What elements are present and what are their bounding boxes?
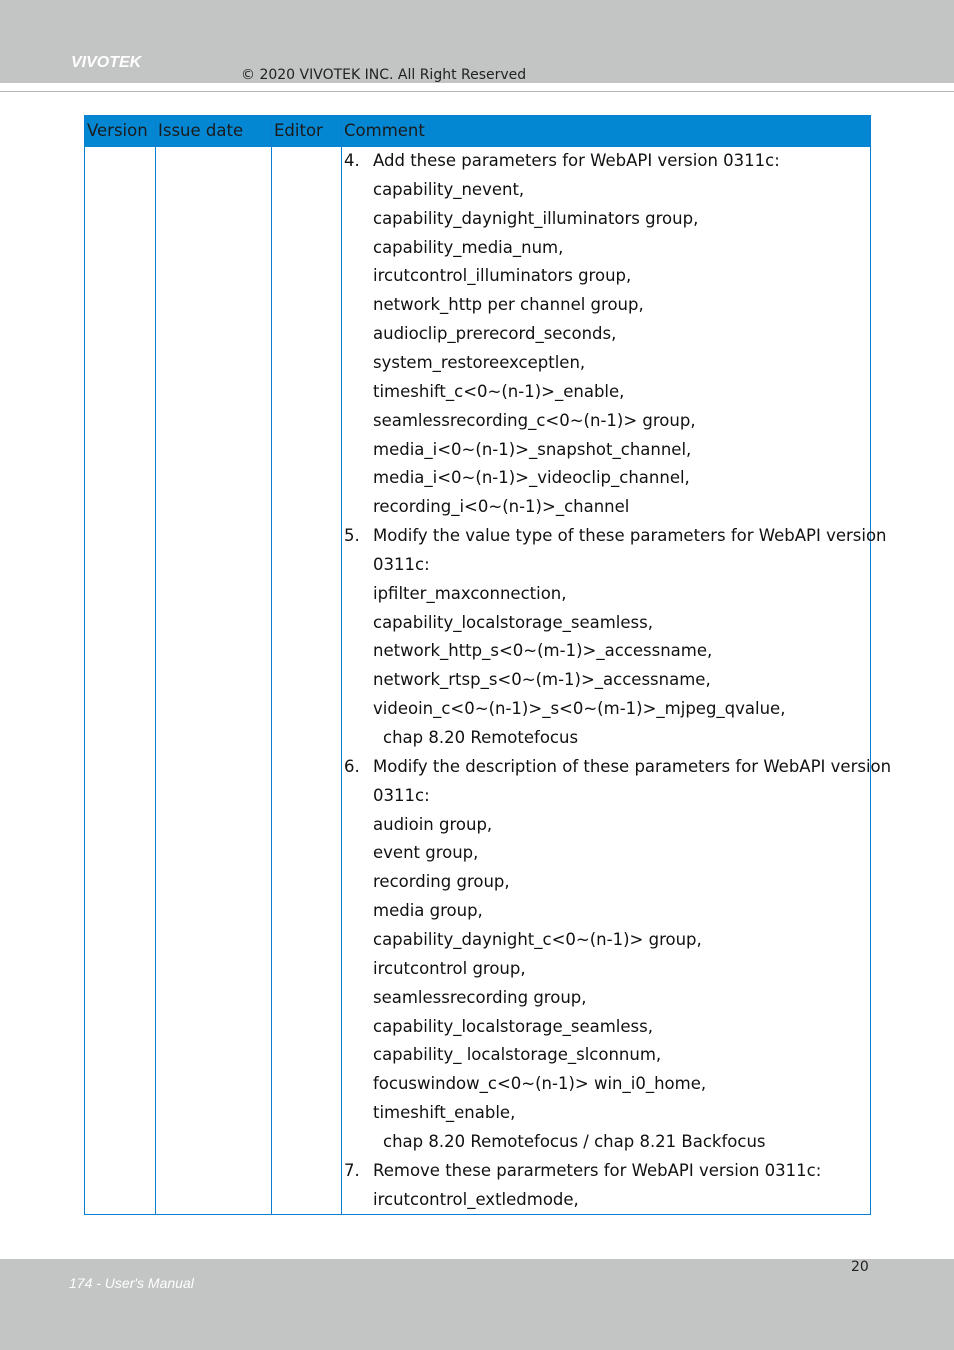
list-item-line: chap 8.20 Remotefocus / chap 8.21 Backfocus (383, 1131, 766, 1151)
list-item-number: 5. (344, 526, 360, 546)
list-item-line: capability_ localstorage_slconnum, (373, 1045, 662, 1065)
list-item-line: recording_i<0~(n-1)>_channel (373, 497, 630, 517)
column-divider (341, 116, 342, 1214)
table-header-row (85, 116, 870, 147)
list-item-line: ircutcontrol group, (373, 958, 526, 978)
list-item-line: audioin group, (373, 814, 493, 834)
list-item-line: Add these parameters for WebAPI version 0311c: (373, 151, 780, 170)
list-item-line: ircutcontrol_extledmode, (373, 1189, 579, 1209)
list-item-line: Modify the description of these parameters for WebAPI version (373, 756, 892, 776)
list-item-line: capability_localstorage_seamless, (373, 612, 653, 632)
list-item-line: recording group, (373, 872, 510, 892)
list-item-number: 7. (344, 1160, 360, 1180)
list-item-line: media group, (373, 901, 483, 921)
list-item-line: videoin_c<0~(n-1)>_s<0~(m-1)>_mjpeg_qvalue, (373, 699, 786, 719)
list-item-line: timeshift_enable, (373, 1103, 516, 1123)
list-item-line: seamlessrecording group, (373, 987, 587, 1007)
list-item-line: 0311c: (373, 785, 430, 805)
column-header-version: Version (87, 121, 148, 140)
footer-band (0, 1259, 954, 1350)
list-item-line: 0311c: (373, 554, 430, 574)
manual-page-label: 174 - User's Manual (69, 1275, 194, 1291)
column-divider (271, 116, 272, 1214)
list-item-number: 6. (344, 756, 360, 776)
list-item-line: media_i<0~(n-1)>_snapshot_channel, (373, 439, 692, 459)
list-item-line: capability_nevent, (373, 179, 525, 199)
list-item-line: seamlessrecording_c<0~(n-1)> group, (373, 410, 696, 430)
list-item-line: audioclip_prerecord_seconds, (373, 324, 617, 344)
page-number: 20 (851, 1259, 869, 1275)
list-item-line: ircutcontrol_illuminators group, (373, 266, 632, 286)
list-item-line: capability_daynight_illuminators group, (373, 208, 699, 228)
list-item-line: network_http per channel group, (373, 295, 644, 315)
header-divider (0, 91, 954, 92)
brand-logo-text: VIVOTEK (71, 54, 142, 71)
column-header-comment: Comment (344, 121, 425, 140)
list-item-line: ipfilter_maxconnection, (373, 583, 567, 603)
list-item-line: Modify the value type of these parameters for WebAPI version (373, 526, 887, 546)
list-item-line: capability_localstorage_seamless, (373, 1016, 653, 1036)
list-item-line: network_rtsp_s<0~(m-1)>_accessname, (373, 670, 711, 690)
list-item-line: focuswindow_c<0~(n-1)> win_i0_home, (373, 1074, 707, 1094)
list-item-line: timeshift_c<0~(n-1)>_enable, (373, 381, 625, 401)
list-item-number: 4. (344, 151, 360, 170)
list-item-line: chap 8.20 Remotefocus (383, 728, 579, 747)
list-item-line: Remove these pararmeters for WebAPI version 0311c: (373, 1160, 822, 1180)
column-divider (155, 116, 156, 1214)
list-item-line: capability_daynight_c<0~(n-1)> group, (373, 929, 702, 949)
list-item-line: media_i<0~(n-1)>_videoclip_channel, (373, 468, 690, 488)
column-header-issue-date: Issue date (158, 121, 244, 140)
list-item-line: event group, (373, 843, 479, 863)
column-header-editor: Editor (274, 121, 323, 140)
list-item-line: network_http_s<0~(m-1)>_accessname, (373, 641, 713, 661)
list-item-line: system_restoreexceptlen, (373, 352, 586, 372)
list-item-line: capability_media_num, (373, 237, 564, 257)
copyright-notice: © 2020 VIVOTEK INC. All Right Reserved (241, 67, 527, 83)
